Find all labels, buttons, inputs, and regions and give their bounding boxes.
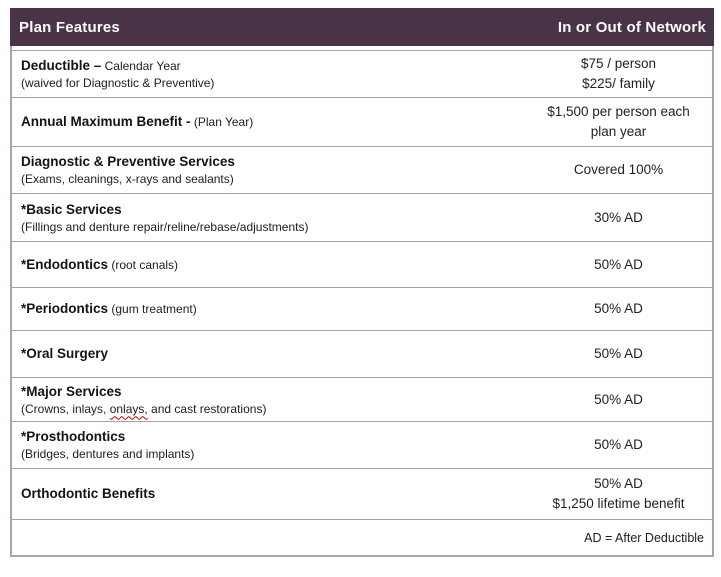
feature-title-line: [21, 485, 519, 503]
table-row: [12, 377, 712, 421]
feature-cell: [12, 428, 525, 462]
ad-legend-note: AD = After Deductible: [584, 530, 704, 545]
coverage-value: 30% AD: [594, 209, 643, 225]
plan-benefits-table: [10, 8, 714, 557]
feature-cell: [12, 300, 525, 318]
coverage-value: Covered 100%: [573, 162, 664, 177]
feature-description: [21, 171, 519, 187]
description-text: (Crowns, inlays,: [21, 401, 110, 416]
feature-cell: [12, 345, 525, 363]
feature-title: Deductible –: [21, 58, 102, 73]
feature-title-suffix: (Plan Year): [190, 115, 254, 129]
feature-cell: [12, 383, 525, 417]
feature-title: *Major Services: [21, 383, 122, 399]
coverage-cell: [525, 255, 712, 275]
feature-title: *Periodontics: [21, 301, 109, 316]
feature-title: *Oral Surgery: [21, 346, 109, 361]
coverage-cell: [525, 208, 712, 228]
feature-cell: [12, 153, 525, 187]
coverage-value: $75 / person: [580, 56, 657, 71]
description-text: (Exams, cleanings, x-rays and sealants): [21, 172, 234, 186]
coverage-value: 50% AD: [594, 346, 643, 361]
table-row: [12, 97, 712, 146]
table-row: [12, 146, 712, 193]
table-row: [12, 421, 712, 468]
header-network-column: In or Out of Network: [557, 18, 706, 36]
coverage-value: plan year: [590, 124, 647, 139]
feature-title: *Basic Services: [21, 201, 122, 217]
coverage-cell: [525, 344, 712, 364]
feature-cell: [12, 485, 525, 503]
feature-title-line: [21, 345, 519, 363]
table-row: [12, 50, 712, 97]
feature-cell: [12, 256, 525, 274]
table-body: [12, 50, 712, 519]
description-text: and cast restorations): [147, 401, 267, 416]
feature-title-line: [21, 201, 519, 219]
feature-title-suffix: (gum treatment): [108, 302, 197, 316]
description-text: (Bridges, dentures and implants): [21, 447, 195, 461]
coverage-cell: [525, 102, 712, 142]
coverage-cell: [525, 474, 712, 514]
coverage-value: 50% AD: [594, 391, 643, 407]
table-footer-row: [12, 519, 712, 555]
feature-title-suffix: (root canals): [108, 257, 179, 272]
feature-cell: [12, 201, 525, 235]
feature-title-suffix: Calendar Year: [101, 59, 181, 73]
coverage-value: 50% AD: [594, 437, 643, 452]
coverage-cell: [525, 435, 712, 455]
header-plan-features: Plan Features: [19, 18, 120, 36]
feature-title-line: [21, 428, 519, 446]
feature-title-line: [21, 256, 519, 274]
coverage-value: 50% AD: [594, 301, 643, 316]
description-text: (Fillings and denture repair/reline/rebase/adjustments): [21, 219, 309, 234]
coverage-cell: [525, 160, 712, 180]
feature-title: *Endodontics: [21, 256, 108, 272]
coverage-cell: [525, 299, 712, 319]
table-row: [12, 193, 712, 241]
coverage-cell: [525, 54, 712, 94]
feature-title: *Prosthodontics: [21, 429, 126, 444]
feature-title: Orthodontic Benefits: [21, 486, 156, 501]
coverage-cell: [525, 390, 712, 410]
table-row: [12, 468, 712, 519]
feature-title-line: [21, 57, 519, 75]
feature-title: Annual Maximum Benefit -: [21, 114, 191, 129]
feature-title-line: [21, 383, 519, 401]
feature-title-line: [21, 300, 519, 318]
feature-title-line: [21, 153, 519, 171]
coverage-value: 50% AD: [594, 476, 643, 491]
feature-description: [21, 401, 519, 417]
feature-cell: [12, 57, 525, 91]
coverage-value: 50% AD: [594, 256, 643, 272]
coverage-value: $1,500 per person each: [547, 104, 690, 119]
feature-title-line: [21, 113, 519, 131]
table-row: [12, 330, 712, 377]
table-row: [12, 287, 712, 330]
coverage-value: $1,250 lifetime benefit: [552, 496, 685, 511]
coverage-value: $225/ family: [582, 76, 655, 91]
feature-cell: [12, 113, 525, 131]
description-text: (waived for Diagnostic & Preventive): [21, 76, 215, 90]
misspelled-word: onlays,: [109, 401, 148, 416]
feature-description: [21, 219, 519, 235]
table-row: [12, 241, 712, 287]
feature-description: [21, 75, 519, 91]
table-header-row: [10, 8, 714, 46]
feature-description: [21, 446, 519, 462]
feature-title: Diagnostic & Preventive Services: [21, 154, 235, 169]
